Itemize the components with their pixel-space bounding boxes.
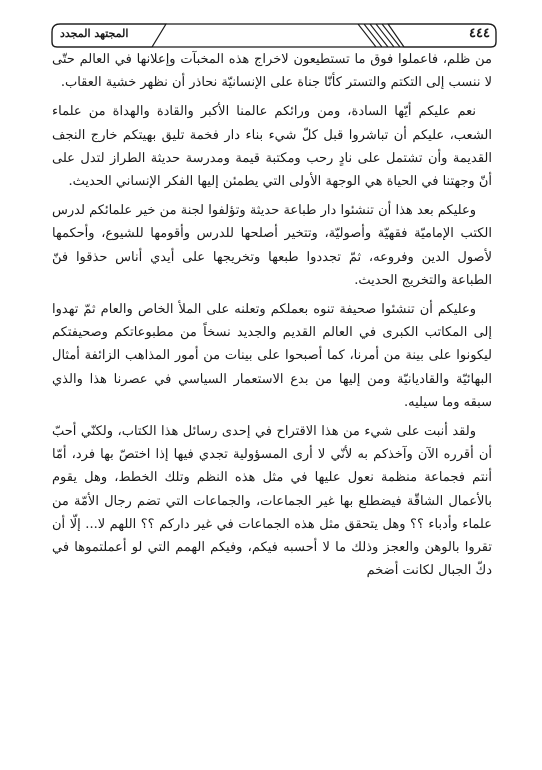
running-title: المجتهد المجدد [60,27,129,40]
paragraph: وعليكم بعد هذا أن تنشئوا دار طباعة حديثة وتؤلفوا لجنة من خير علمائكم لدرس الكتب الإماميّة فقهيّة وأصوليّة، وتتخير أصلحها للدرس وأقومها للشيوع، وأحكمها لأصول الدين وفروعه، ثمّ تجددوا طبعها وتخريجها على أيدي أناس حذقوا فنّ الطباعة والتخريج الحديث. [52,203,492,288]
paragraph: نعم عليكم أيّها السادة، ومن ورائكم عالمنا الأكبر والقادة والهداة من علماء الشعب، عليكم أن تباشروا قبل كلّ شيء بناء دار فخمة تليق بهيتكم خارج النجف القديمة وأن تشتمل على نادٍ رحب ومكتبة قيمة ومدرسة حديثة الطراز لتدل على أنّ وجهتنا في الحياة هي الوجهة الأولى التي يطمئن إليها الفكر الإنساني الحديث. [52,104,492,190]
page-number: ٤٤٤ [469,26,490,41]
paragraph-continued: من ظلم، فاعملوا فوق ما تستطيعون لاخراج هذه المخبآت وإعلانها في العالم حتّى لا ننسب إلى التكتم والتستر كأنّا جناة على الإنسانيّة نحاذر أن نظهر خشية العقاب. [52,52,492,91]
page-header [48,20,500,50]
page-body [52,48,492,588]
paragraph: وعليكم أن تنشئوا صحيفة تنوه بعملكم وتعلنه على الملأ الخاص والعام ثمّ تهدوا إلى المكاتب الكبرى في العالم القديم والجديد نسخاً من مطبوعاتكم وصحيفتكم ليكونوا على بينة من أمرنا، كما أصبحوا على بينات من أمور المذاهب الزائفة أمثال البهائيّة والقاديانيّة ومن إليها من بدع الاستعمار السياسي في عصرنا هذا والذي سبقه وما سيليه. [52,302,492,410]
paragraph: ولقد أنبت على شيء من هذا الاقتراح في إحدى رسائل هذا الكتاب، ولكنّي أحبّ أن أقرره الآن وآخذكم به لأنّي لا أرى المسؤولية تجدي فيها إذا اختصّ بها فرد، أمّا أنتم فجماعة منظمة نعول عليها في مثل هذه النظم وتلك الخطط، وهل يقوم بالأعمال الشاقّة فيضطلع بها غير الجماعات، والجماعات التي تضم رجال الأمّة من علماء وأدباء ؟؟ وهل يتحقق مثل هذه الجماعات في غير داركم ؟؟ اللهم لا... إلّا أن تقروا بالوهن والعجز وذلك ما لا أحسبه فيكم، وفيكم الهمم التي لو أعملتموها في دكّ الجبال لكانت أضخم [52,424,492,579]
header-hatch-ornament [358,24,400,47]
